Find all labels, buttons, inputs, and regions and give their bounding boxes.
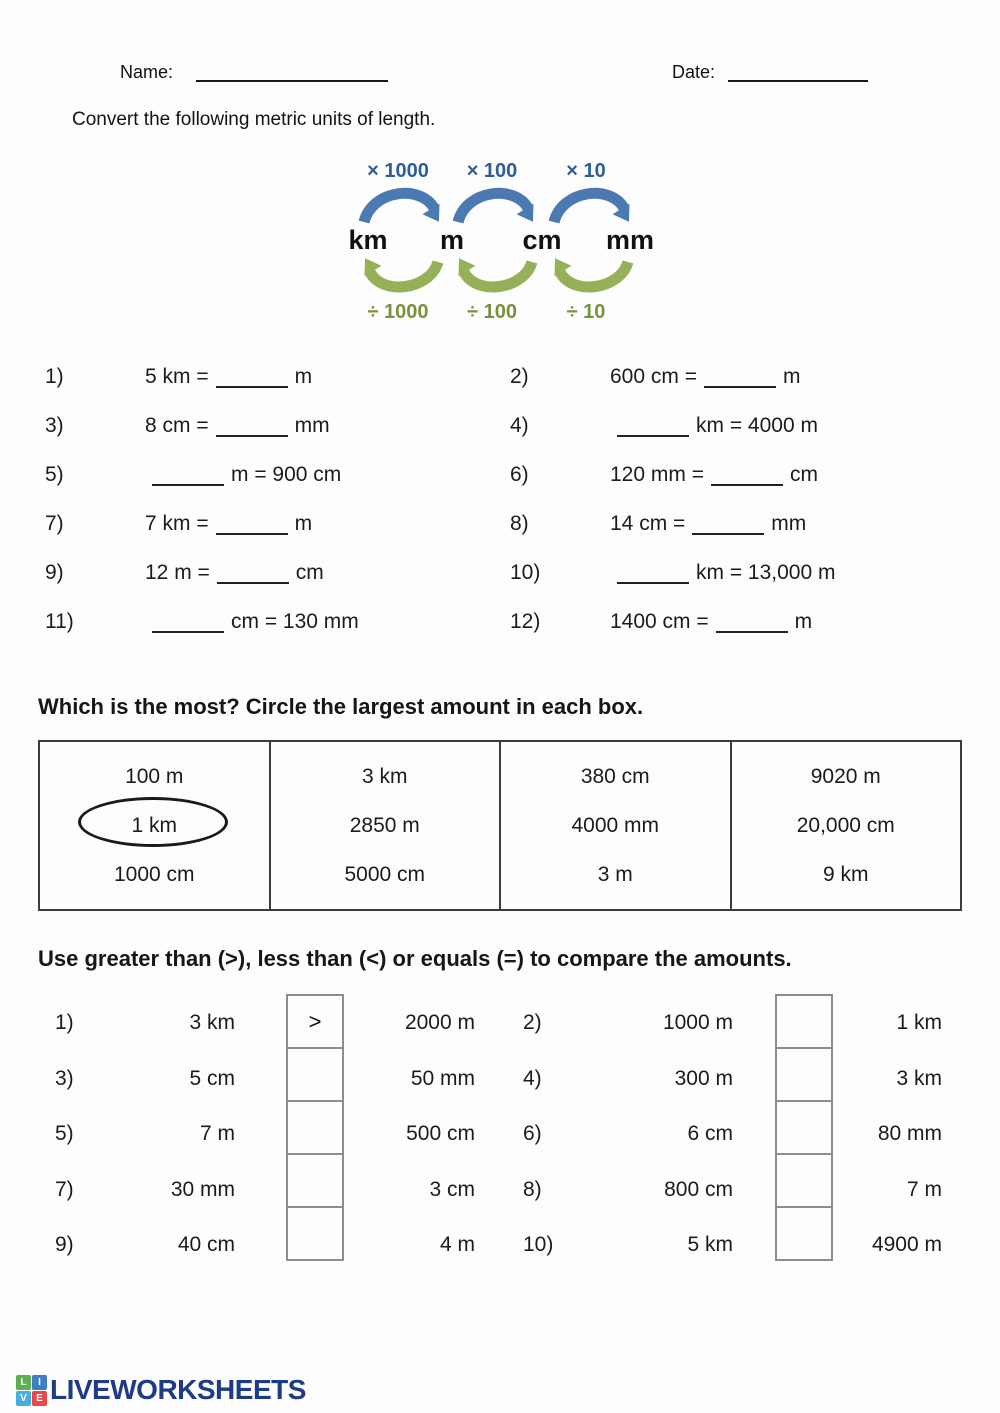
problem-number: 6) (523, 1122, 542, 1145)
comparison-row (0, 1106, 1000, 1162)
name-label: Name: (120, 62, 174, 82)
conversion-problem-10 (510, 548, 970, 597)
problem-number: 7) (45, 511, 64, 535)
amount-left: 800 cm (664, 1178, 733, 1201)
amount-option[interactable]: 20,000 cm (796, 813, 895, 837)
problem-number: 10) (523, 1233, 554, 1256)
amount-option[interactable]: 9020 m (810, 764, 881, 788)
unit-mm: mm (605, 225, 655, 255)
amount-option[interactable]: 380 cm (580, 764, 650, 788)
conversion-problem-9 (45, 548, 505, 597)
conversion-problem-3 (45, 401, 505, 450)
conversion-problem-4 (510, 401, 970, 450)
problem-text-post: m (794, 609, 813, 633)
comparison-section (0, 995, 1000, 1280)
logo-block-l: L (16, 1375, 31, 1390)
comparison-answer-box[interactable] (775, 1100, 833, 1155)
problem-text-post: cm (295, 560, 324, 584)
problem-text-pre: 8 cm = (145, 413, 209, 437)
date-input-line[interactable] (728, 60, 868, 82)
amount-right: 80 mm (877, 1122, 942, 1145)
multiply-10-label: × 10 (566, 160, 606, 182)
comparison-answer-box[interactable] (775, 994, 833, 1049)
problem-number: 9) (55, 1233, 74, 1256)
amount-left: 300 m (674, 1067, 733, 1090)
amount-left: 30 mm (170, 1178, 235, 1201)
problem-number: 3) (55, 1067, 74, 1090)
conversion-problem-11 (45, 597, 505, 646)
amount-right: 1 km (896, 1011, 942, 1034)
circle-box-2 (271, 742, 502, 909)
conversion-problem-6 (510, 450, 970, 499)
amount-left: 7 m (199, 1122, 235, 1145)
answer-blank[interactable] (216, 512, 288, 534)
compare-section-title: Use greater than (>), less than (<) or equals (=) to compare the amounts. (38, 946, 792, 971)
problem-text-pre: 12 m = (145, 560, 210, 584)
amount-option[interactable]: 1000 cm (113, 862, 195, 886)
problem-number: 6) (510, 462, 529, 486)
answer-blank[interactable] (716, 610, 788, 632)
problem-text-post: km = 13,000 m (696, 560, 836, 584)
amount-right: 3 km (896, 1067, 942, 1090)
conversion-problem-8 (510, 499, 970, 548)
logo-block-e: E (32, 1391, 47, 1406)
problem-text-pre: 600 cm = (610, 364, 697, 388)
amount-option[interactable]: 100 m (125, 764, 184, 788)
amount-option[interactable]: 2850 m (349, 813, 420, 837)
problem-text-post: cm (789, 462, 818, 486)
amount-left: 5 cm (189, 1067, 235, 1090)
problem-number: 2) (510, 364, 529, 388)
amount-option[interactable]: 5000 cm (344, 862, 426, 886)
unit-km: km (348, 225, 388, 255)
problem-number: 1) (45, 364, 64, 388)
divide-arrow-icon (452, 256, 540, 298)
problem-number: 3) (45, 413, 64, 437)
amount-left: 3 km (189, 1011, 235, 1034)
conversion-problem-2 (510, 352, 970, 401)
amount-option[interactable]: 3 km (361, 764, 408, 788)
problem-text-pre: 1400 cm = (610, 609, 709, 633)
multiply-1000-label: × 1000 (367, 160, 429, 182)
amount-left: 1000 m (662, 1011, 733, 1034)
amount-left: 5 km (687, 1233, 733, 1256)
comparison-row (0, 995, 1000, 1051)
problem-text-pre: 120 mm = (610, 462, 704, 486)
problem-number: 8) (510, 511, 529, 535)
amount-left: 40 cm (177, 1233, 235, 1256)
unit-cm: cm (522, 225, 562, 255)
comparison-answer-box[interactable] (286, 1100, 344, 1155)
conversion-column-left (45, 352, 505, 646)
conversion-problem-5 (45, 450, 505, 499)
amount-left: 6 cm (687, 1122, 733, 1145)
problem-number: 4) (510, 413, 529, 437)
amount-option[interactable]: 9 km (822, 862, 869, 886)
amount-option[interactable]: 4000 mm (571, 813, 660, 837)
divide-1000-label: ÷ 1000 (367, 301, 429, 323)
amount-right: 2000 m (404, 1011, 475, 1034)
amount-right: 7 m (906, 1178, 942, 1201)
divide-arrow-icon (358, 256, 446, 298)
amount-right: 50 mm (410, 1067, 475, 1090)
answer-blank[interactable] (152, 610, 224, 632)
problem-text-post: m = 900 cm (231, 462, 342, 486)
answer-box-strip-right (775, 994, 833, 1261)
answer-blank[interactable] (704, 365, 776, 387)
name-input-line[interactable] (196, 60, 388, 82)
logo-letter-blocks-icon (16, 1375, 47, 1406)
answer-blank[interactable] (152, 463, 224, 485)
circle-section-title: Which is the most? Circle the largest amount in each box. (38, 694, 644, 719)
comparison-answer-box[interactable] (775, 1206, 833, 1261)
problem-text-pre: 7 km = (145, 511, 209, 535)
date-label: Date: (672, 62, 716, 82)
answer-blank[interactable] (217, 561, 289, 583)
comparison-answer-box[interactable] (286, 1153, 344, 1208)
circled-answer-ellipse (78, 797, 228, 847)
problem-text-post: m (294, 511, 313, 535)
amount-option[interactable]: 1 km (131, 813, 177, 837)
problem-number: 8) (523, 1178, 542, 1201)
conversion-problem-7 (45, 499, 505, 548)
amount-option[interactable]: 3 m (597, 862, 633, 886)
answer-blank[interactable] (216, 414, 288, 436)
problem-number: 5) (45, 462, 64, 486)
amount-right: 4 m (439, 1233, 475, 1256)
comparison-row (0, 1051, 1000, 1107)
answer-blank[interactable] (711, 463, 783, 485)
multiply-arrow-icon (358, 182, 446, 228)
problem-text-pre: 5 km = (145, 364, 209, 388)
metric-conversion-diagram (330, 155, 680, 327)
circle-box-3 (501, 742, 732, 909)
problem-text-post: cm = 130 mm (231, 609, 359, 633)
divide-100-label: ÷ 100 (467, 301, 517, 323)
problem-number: 9) (45, 560, 64, 584)
problem-number: 4) (523, 1067, 542, 1090)
answer-blank[interactable] (692, 512, 764, 534)
comparison-row (0, 1162, 1000, 1218)
multiply-arrow-icon (548, 182, 636, 228)
amount-right: 500 cm (406, 1122, 475, 1145)
conversion-column-right (510, 352, 970, 646)
answer-box-strip-left (286, 994, 344, 1261)
amount-right: 3 cm (429, 1178, 475, 1201)
answer-blank[interactable] (216, 365, 288, 387)
amount-right: 4900 m (871, 1233, 942, 1256)
problem-number: 7) (55, 1178, 74, 1201)
problem-text-pre: 14 cm = (610, 511, 686, 535)
problem-text-post: mm (771, 511, 807, 535)
conversion-problem-1 (45, 352, 505, 401)
liveworksheets-logo (16, 1374, 306, 1406)
conversion-problem-12 (510, 597, 970, 646)
comparison-answer-box[interactable] (286, 1206, 344, 1261)
problem-text-post: mm (294, 413, 330, 437)
comparison-row (0, 1217, 1000, 1273)
divide-arrow-icon (548, 256, 636, 298)
comparison-answer-box[interactable] (775, 1047, 833, 1102)
multiply-arrow-icon (452, 182, 540, 228)
logo-block-i: I (32, 1375, 47, 1390)
logo-block-v: V (16, 1391, 31, 1406)
unit-m: m (439, 225, 465, 255)
problem-text-post: m (294, 364, 313, 388)
convert-section-title: Convert the following metric units of length. (72, 109, 436, 130)
comparison-answer-box[interactable] (286, 1047, 344, 1102)
problem-number: 10) (510, 560, 541, 584)
multiply-100-label: × 100 (466, 160, 518, 182)
answer-blank[interactable] (617, 414, 689, 436)
problem-text-post: km = 4000 m (696, 413, 818, 437)
problem-text-post: m (782, 364, 801, 388)
problem-number: 1) (55, 1011, 74, 1034)
problem-number: 11) (45, 609, 74, 633)
logo-text: LIVEWORKSHEETS (50, 1374, 306, 1405)
problem-number: 5) (55, 1122, 74, 1145)
comparison-answer-box[interactable] (775, 1153, 833, 1208)
problem-number: 2) (523, 1011, 542, 1034)
problem-number: 12) (510, 609, 541, 633)
circle-box-4 (732, 742, 961, 909)
divide-10-label: ÷ 10 (566, 301, 606, 323)
comparison-answer-box[interactable]: > (286, 994, 344, 1049)
answer-blank[interactable] (617, 561, 689, 583)
